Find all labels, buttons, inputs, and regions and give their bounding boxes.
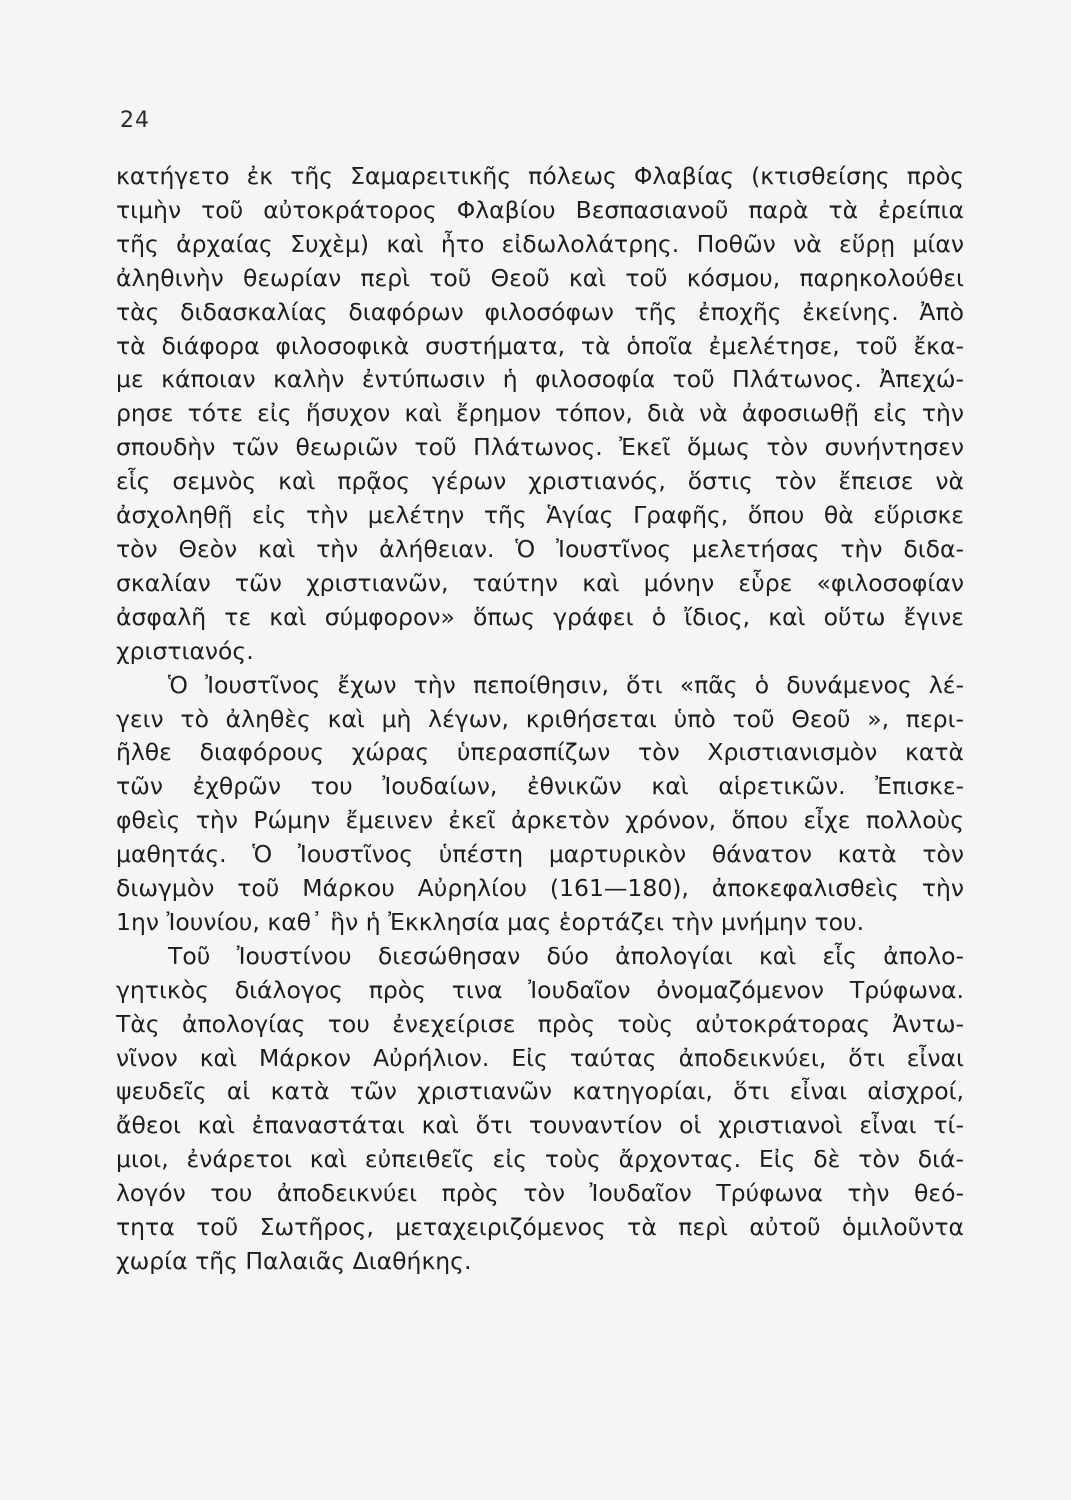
text-line: τῶν ἐχθρῶν του Ἰουδαίων, ἐθνικῶν καὶ αἱρετικῶν. Ἐπισκε- — [116, 772, 964, 801]
text-line: Τὰς ἀπολογίας του ἐνεχείρισε πρὸς τοὺς αὐτοκράτορας Ἀντω- — [116, 1009, 964, 1038]
text-line: τῆς ἀρχαίας Συχὲμ) καὶ ἦτο εἰδωλολάτρης. Ποθῶν νὰ εὕρῃ μίαν — [116, 229, 964, 258]
text-line: ῆλθε διαφόρους χώρας ὑπερασπίζων τὸν Χριστιανισμὸν κατὰ — [116, 738, 964, 767]
text-line: ἀσχοληθῇ εἰς τὴν μελέτην τῆς Ἁγίας Γραφῆς, ὅπου θὰ εὕρισκε — [116, 501, 964, 530]
text-line: γειν τὸ ἀληθὲς καὶ μὴ λέγων, κριθήσεται ὑπὸ τοῦ Θεοῦ », περι- — [116, 704, 964, 733]
paragraph-1 — [116, 160, 964, 669]
text-line: γητικὸς διάλογος πρὸς τινα Ἰουδαῖον ὀνομαζόμενον Τρύφωνα. — [116, 975, 964, 1004]
text-line: ἀσφαλῆ τε καὶ σύμφορον» ὅπως γράφει ὁ ἴδιος, καὶ οὕτω ἔγινε — [116, 602, 964, 631]
text-line: φθεὶς τὴν Ρώμην ἔμεινεν ἐκεῖ ἀρκετὸν χρόνον, ὅπου εἶχε πολλοὺς — [116, 806, 964, 835]
text-line: μιοι, ἐνάρετοι καὶ εὐπειθεῖς εἰς τοὺς ἄρχοντας. Εἰς δὲ τὸν διά- — [116, 1145, 964, 1174]
text-line: τητα τοῦ Σωτῆρος, μεταχειριζόμενος τὰ περὶ αὐτοῦ ὁμιλοῦντα — [116, 1213, 964, 1242]
text-line: τιμὴν τοῦ αὐτοκράτορος Φλαβίου Βεσπασιανοῦ παρὰ τὰ ἐρείπια — [116, 195, 964, 224]
text-line: ἄθεοι καὶ ἐπαναστάται καὶ ὅτι τουναντίον οἱ χριστιανοὶ εἶναι τί- — [116, 1111, 964, 1140]
body-text — [116, 160, 964, 1279]
text-line: νῖνον καὶ Μάρκον Αὐρήλιον. Εἰς ταύτας ἀποδεικνύει, ὅτι εἶναι — [116, 1043, 964, 1072]
text-line: τὰ διάφορα φιλοσοφικὰ συστήματα, τὰ ὁποῖα ἐμελέτησε, τοῦ ἔκα- — [116, 331, 964, 360]
text-line: Ὁ Ἰουστῖνος ἔχων τὴν πεποίθησιν, ὅτι «πᾶς ὁ δυνάμενος λέ- — [168, 670, 964, 699]
text-line: 1ην Ἰουνίου, καθ᾽ ἣν ἡ Ἐκκλησία μας ἑορτάζει τὴν μνήμην του. — [116, 907, 865, 936]
paragraph-3 — [116, 940, 964, 1279]
text-line: ἀληθινὴν θεωρίαν περὶ τοῦ Θεοῦ καὶ τοῦ κόσμου, παρηκολούθει — [116, 263, 964, 292]
page-number: 24 — [120, 108, 150, 133]
text-line: ρησε τότε εἰς ἥσυχον καὶ ἔρημον τόπον, διὰ νὰ ἀφοσιωθῇ εἰς τὴν — [116, 399, 964, 428]
text-line: εἷς σεμνὸς καὶ πρᾷος γέρων χριστιανός, ὅστις τὸν ἔπεισε νὰ — [116, 467, 964, 496]
text-line: τὸν Θεὸν καὶ τὴν ἀλήθειαν. Ὁ Ἰουστῖνος μελετήσας τὴν διδα- — [116, 534, 964, 563]
text-line: διωγμὸν τοῦ Μάρκου Αὐρηλίου (161—180), ἀποκεφαλισθεὶς τὴν — [116, 874, 964, 903]
text-line: τὰς διδασκαλίας διαφόρων φιλοσόφων τῆς ἐποχῆς ἐκείνης. Ἀπὸ — [116, 297, 964, 326]
paragraph-2 — [116, 669, 964, 940]
text-line: σπουδὴν τῶν θεωριῶν τοῦ Πλάτωνος. Ἐκεῖ ὅμως τὸν συνήντησεν — [116, 433, 964, 462]
text-line: σκαλίαν τῶν χριστιανῶν, ταύτην καὶ μόνην εὗρε «φιλοσοφίαν — [116, 568, 964, 597]
text-line: ψευδεῖς αἱ κατὰ τῶν χριστιανῶν κατηγορίαι, ὅτι εἶναι αἰσχροί, — [116, 1077, 964, 1106]
text-line: λογόν του ἀποδεικνύει πρὸς τὸν Ἰουδαῖον Τρύφωνα τὴν θεό- — [116, 1179, 964, 1208]
text-line: χριστιανός. — [116, 636, 254, 665]
text-line: μαθητάς. Ὁ Ἰουστῖνος ὑπέστη μαρτυρικὸν θάνατον κατὰ τὸν — [116, 840, 964, 869]
text-line: κατήγετο ἐκ τῆς Σαμαρειτικῆς πόλεως Φλαβίας (κτισθείσης πρὸς — [116, 162, 964, 190]
text-line: χωρία τῆς Παλαιᾶς Διαθήκης. — [116, 1247, 472, 1275]
text-line: με κάποιαν καλὴν ἐντύπωσιν ἡ φιλοσοφία τοῦ Πλάτωνος. Ἀπεχώ- — [116, 365, 964, 394]
text-line: Τοῦ Ἰουστίνου διεσώθησαν δύο ἀπολογίαι καὶ εἷς ἀπολο- — [168, 941, 964, 970]
